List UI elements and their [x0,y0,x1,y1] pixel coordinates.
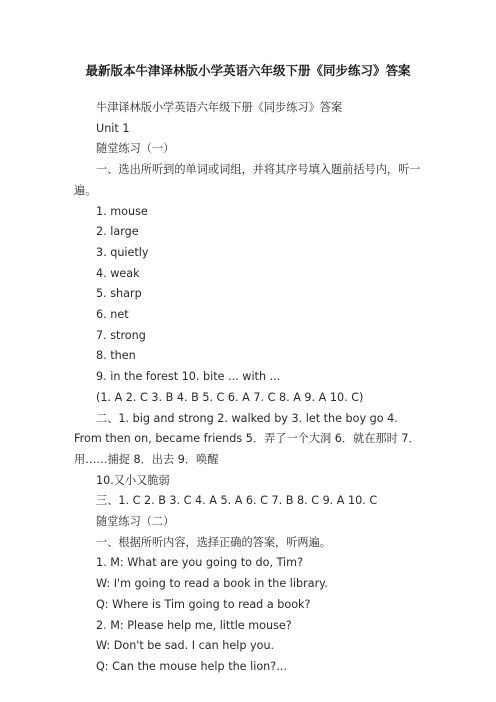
document-body [74,98,422,678]
instruction-line: 一、根据所听内容，选择正确的答案，听两遍。 [96,535,331,549]
subtitle-line: 牛津译林版小学英语六年级下册《同步练习》答案 [96,101,343,114]
answer-key-line: 三、1. C 2. B 3. C 4. A 5. A 6. C 7. B 8. C 9. A 10. C [96,494,378,508]
section-heading: 随堂练习（一） [96,142,175,156]
dialogue-line: Q: Can the mouse help the lion?... [96,659,287,673]
answer-line: 6. net [96,308,129,322]
answer-line: 3. quietly [96,245,149,259]
instruction-paragraph: 一、选出所听到的单词或词组，并将其序号填入题前括号内，听一遍。 [74,163,421,197]
document-title: 最新版本牛津译林版小学英语六年级下册《同步练习》答案 [85,63,411,78]
dialogue-line: 2. M: Please help me, little mouse? [96,618,292,632]
section-heading: 随堂练习（二） [96,515,175,529]
dialogue-line: 1. M: What are you going to do, Tim? [96,556,304,570]
dialogue-line: W: Don't be sad. I can help you. [96,639,275,653]
answer-line: 8. then [96,349,136,363]
unit-heading: Unit 1 [96,121,130,135]
answer-line: 10.又小又脆弱 [96,473,170,487]
answer-line: 2. large [96,225,139,239]
answer-line: 5. sharp [96,287,142,301]
answer-line: 4. weak [96,266,140,280]
dialogue-line: W: I'm going to read a book in the library. [96,577,328,591]
answer-line: 7. strong [96,328,146,342]
dialogue-line: Q: Where is Tim going to read a book? [96,597,311,611]
section-two-paragraph: 二、1. big and strong 2. walked by 3. let the boy go 4. From then on, became friends 5．弄了一个大洞 6．就在那时 7．用……捕捉 8．出去 9．唤醒 [74,411,420,466]
answer-key-line: (1. A 2. C 3. B 4. B 5. C 6. A 7. C 8. A 9. A 10. C) [96,390,364,404]
answer-line: 9. in the forest 10. bite ... with ... [96,370,281,384]
answer-line: 1. mouse [96,204,148,218]
